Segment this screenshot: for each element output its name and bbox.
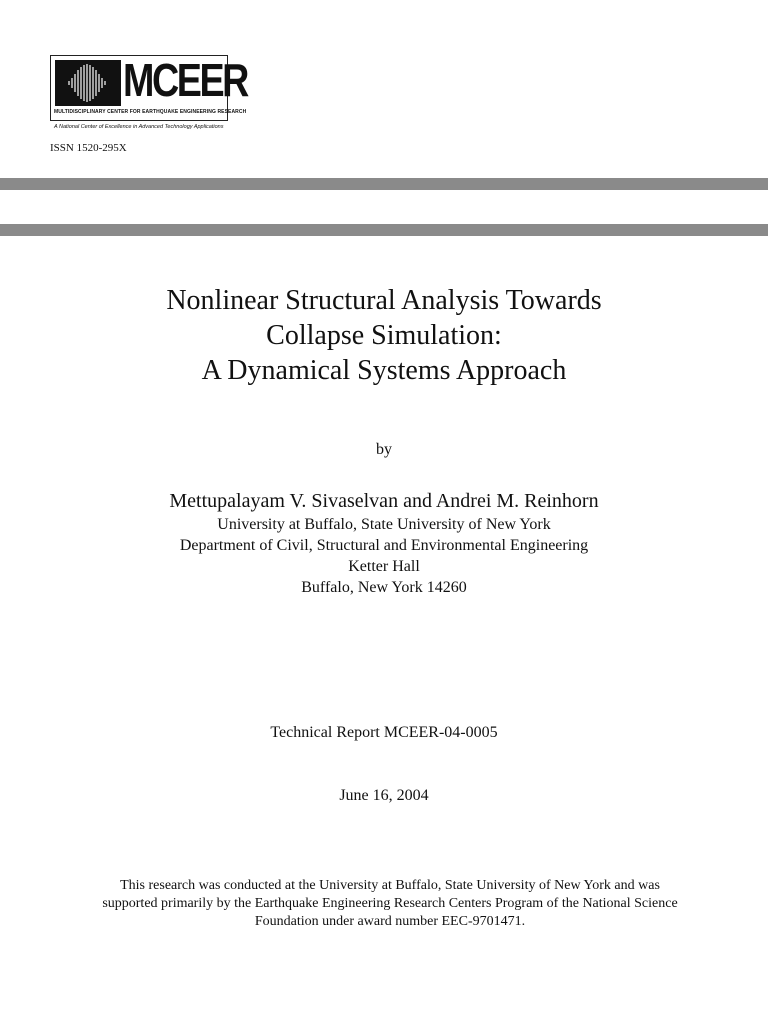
affiliation-line: Ketter Hall <box>348 558 420 575</box>
acknowledgment-line: supported primarily by the Earthquake Engineering Research Centers Program of the National Science <box>102 896 678 911</box>
report-number: Technical Report MCEER-04-0005 <box>270 724 498 741</box>
acknowledgment-line: Foundation under award number EEC-9701471. <box>254 914 526 929</box>
title-line: Nonlinear Structural Analysis Towards <box>166 285 602 316</box>
logo-wordmark: MCEER <box>123 54 247 106</box>
affiliation-line: Department of Civil, Structural and Environmental Engineering <box>179 537 589 554</box>
acknowledgment-line: This research was conducted at the University at Buffalo, State University of New York and was <box>120 878 660 893</box>
top-divider-band <box>0 178 768 190</box>
seismograph-icon <box>55 60 121 106</box>
report-date: June 16, 2004 <box>339 787 429 804</box>
mceer-logo <box>50 54 247 121</box>
affiliation-line: Buffalo, New York 14260 <box>301 579 467 596</box>
affiliation-line: University at Buffalo, State University of New York <box>217 516 551 533</box>
by-label: by <box>376 441 392 458</box>
bottom-divider-band <box>0 224 768 236</box>
affiliation <box>0 514 768 598</box>
authors: Mettupalayam V. Sivaselvan and Andrei M. Reinhorn <box>169 490 599 512</box>
acknowledgment <box>60 877 720 931</box>
logo-tagline: A National Center of Excellence in Advanced Technology Applications <box>54 124 224 130</box>
title-line: Collapse Simulation: <box>266 320 502 351</box>
issn-number: ISSN 1520-295X <box>50 142 127 154</box>
title-line: A Dynamical Systems Approach <box>201 355 567 386</box>
logo-subtitle: MULTIDISCIPLINARY CENTER FOR EARTHQUAKE ENGINEERING RESEARCH <box>54 109 247 115</box>
report-title <box>0 283 768 388</box>
